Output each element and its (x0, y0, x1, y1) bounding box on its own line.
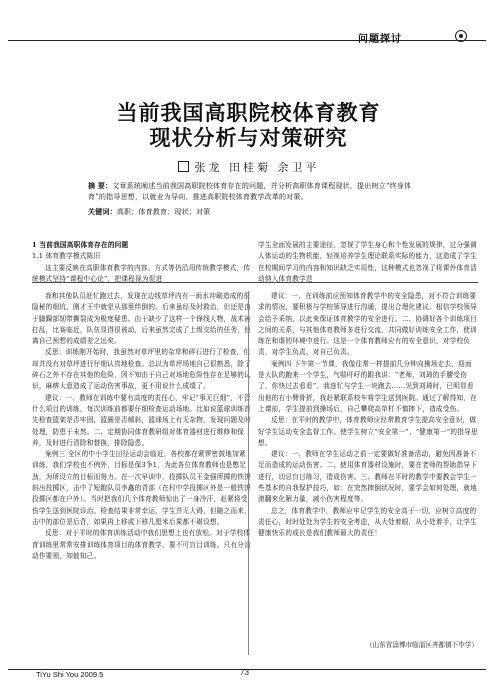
subsection-heading: 1.1 体育教学模式陈旧 (32, 252, 101, 261)
page-number: 73 (240, 668, 249, 677)
paragraph: 这主要反映在高职体育教学的内容、方式等仍沿用传统教学模式，传统模式坚持“课程中心论”，把课程视为促进 (32, 263, 251, 283)
paragraph: 学生全面发展的主要途径，忽视了学生身心和个性发展的规律，过分强调人体运动的生物机能，轻视培养学生理论联系实际的能力，这造成了学生在校期间学习的内容和知识缺乏实用性，这种模式也忽视了将课外体育活动纳入体育教学范 (258, 241, 477, 283)
journal-name: TiYu Shi You 2009.5 (36, 670, 104, 679)
section-header-label: 问题探讨 (358, 34, 402, 45)
article-title-line-2: 现状分析与对策研究 (149, 125, 348, 150)
section-divider (32, 282, 478, 283)
paragraph: 我和其他队员赶忙跑过去，发现在边线草坪内有一雨水冲刷造成的很隐秘的细坑，刚才王中就是从那里绊倒的。后来虽经及时救治，但还是由于脚踝部韧带撕裂成为极度疑患。由于缺少了这样一个锋线人物，战术被打乱，比赛临近，队伍显得很被动，后来虽然完成了上级交给的任务，但离自己预想的成绩差之远矣。 (32, 292, 251, 346)
paragraph: 反思：对于平时的体育训练活动中我们思想上也有放松。对于学校体育训练里常常安排训练体育项目的体育教学，要不可盲目训练。只有分清动作要领，知彼知己。 (32, 529, 251, 560)
abstract-label: 摘 要： (88, 181, 113, 190)
top-right-column (258, 240, 478, 285)
paragraph: 总之，体育教学中，教师应牢记学生的安全高于一切，应树立高度的责任心，时时处处为学生的安全考虑，从大处着眼，从小处着手，让学生健康快乐的成长是我们教师最大的责任！ (258, 506, 477, 538)
abstract-text: 文章系统阐述当前我国高职院校体育存在的问题，并分析高职体育课程现状，提出树立“终身体育”的指导思想，以就业为导向、推进高职院校体育教学改革的对策。 (88, 182, 412, 201)
abstract (88, 181, 418, 202)
paragraph: 建议：一、在训练前应预知体育教学中的安全隐患，对不符合训练要求的情况，要积极与学校领导进行沟通，提出合理化建议。相信学校领导会给予采纳，以此来保证体育教学的安全进行。二、协调好各个训练项目之间的关系，与其他体育教师多进行交流，共同做好训练安全工作，使训练在和谐的环境中进行。这是一个体育教师应有的安全意识，对学校负责，对学生负责，对自己负责。 (258, 292, 477, 357)
author-affiliation: （山东省淄博市临淄区齐都镇下中学） (365, 641, 478, 649)
paragraph: 建议：一、教师在训练中要有高度的责任心，牢记“事无巨细”，不管什么项目的训练，每次训练前都要仔细检查运动场地。比如说篮球训练首先检查篮架是否牢固，篮圈是否倾斜，篮球场上有无杂物，发现问题及时处理，防患于未然。二、定期协同体育教研组对体育器材进行维修和保养，及时进行清除和替换，排除隐患。 (32, 393, 251, 447)
left-column (32, 291, 252, 562)
top-left-column (32, 240, 252, 285)
paragraph: 反思：训练刚开始时，我虽然对草坪里的杂草和碎石进行了检查，但却并没有对草坪进行仔细认真地检查。总以为草坪场地自己很熟悉，除了碎石之外不存在其他的危险，因不知由于自己对场地危险性存在足够的认识，麻痹大意造成了运动伤害事故，更不用说什么成绩了。 (32, 348, 251, 391)
keywords-label: 关键词： (88, 207, 117, 216)
keywords-text: 高职；体育教育；现状；对策 (116, 208, 211, 216)
header-rule (8, 40, 486, 41)
author-names: 张龙 田桂菊 余卫平 (194, 161, 320, 174)
article-title-line-1: 当前我国高职院校体育教育 (116, 100, 381, 125)
paragraph: 案例四 下午第一节课，我像往常一样提前几分钟向操场走去，迎面是大队的跑来一个学生，气喘吁吁的跟我讲：“老师，刘琦的手腰受伤了，你快过去看看”。我连忙与学生一块跑去……见到刘琦时，已明显看出他的右小臂骨折，我赶紧联系校车将学生送到医院。通过了解得知，在上课前，学生提前到操场后，自己攀爬高单杠不慎摔下，造成受伤。 (258, 359, 477, 413)
column-divider (248, 291, 249, 655)
paragraph: 案例三 全区的中小学生田径运动会临近，各校都在紧锣密鼓地加紧训练，我们学校也不例外，目标是保3争1，为此各位体育教师也是憋足劲，为所设立的目标而努力。在一次早训中，投掷队员王金强所掷的铁饼斜出投掷区，击中了短跑队员李鑫的背部（在村中学投掷区外是一般铁饼投掷区都在户外）。当时把我们几个体育教师惊出了一身冷汗，赶紧将受伤学生送到医院诊治。检查结果非常幸运，学生并无大碍，但随之而来，击中的部位是后背，如果再上移或下移几厘米后果都不堪设想。 (32, 450, 251, 526)
paragraph: 反思：在平时的教学中，体育教师应经常教育学生提高安全意识，做好学生运动安全监督工作。使学生树立“安全第一”、“健康第一”的指导思想。 (258, 416, 478, 447)
keywords (88, 207, 418, 217)
right-column (258, 291, 478, 540)
section-heading: 1 当前我国高职体育存在的问题 (32, 241, 129, 249)
author-box-icon (178, 161, 189, 172)
paragraph: 建议：一、教师在学生运动之前一定要做好准备活动，避免因准备不足而造成的运动伤害。二、使用体育器材设施时，要在老师的帮助指导下进行，切忌盲目练习，造成伤害。三、教师在平时的教学中要教会学生一些基本的自我保护技巧，如：在突然摔倒状况时，要学会如何处理，就地滚翻来化解力量，减小伤害程度等。 (258, 450, 477, 504)
authors-line (0, 159, 497, 175)
